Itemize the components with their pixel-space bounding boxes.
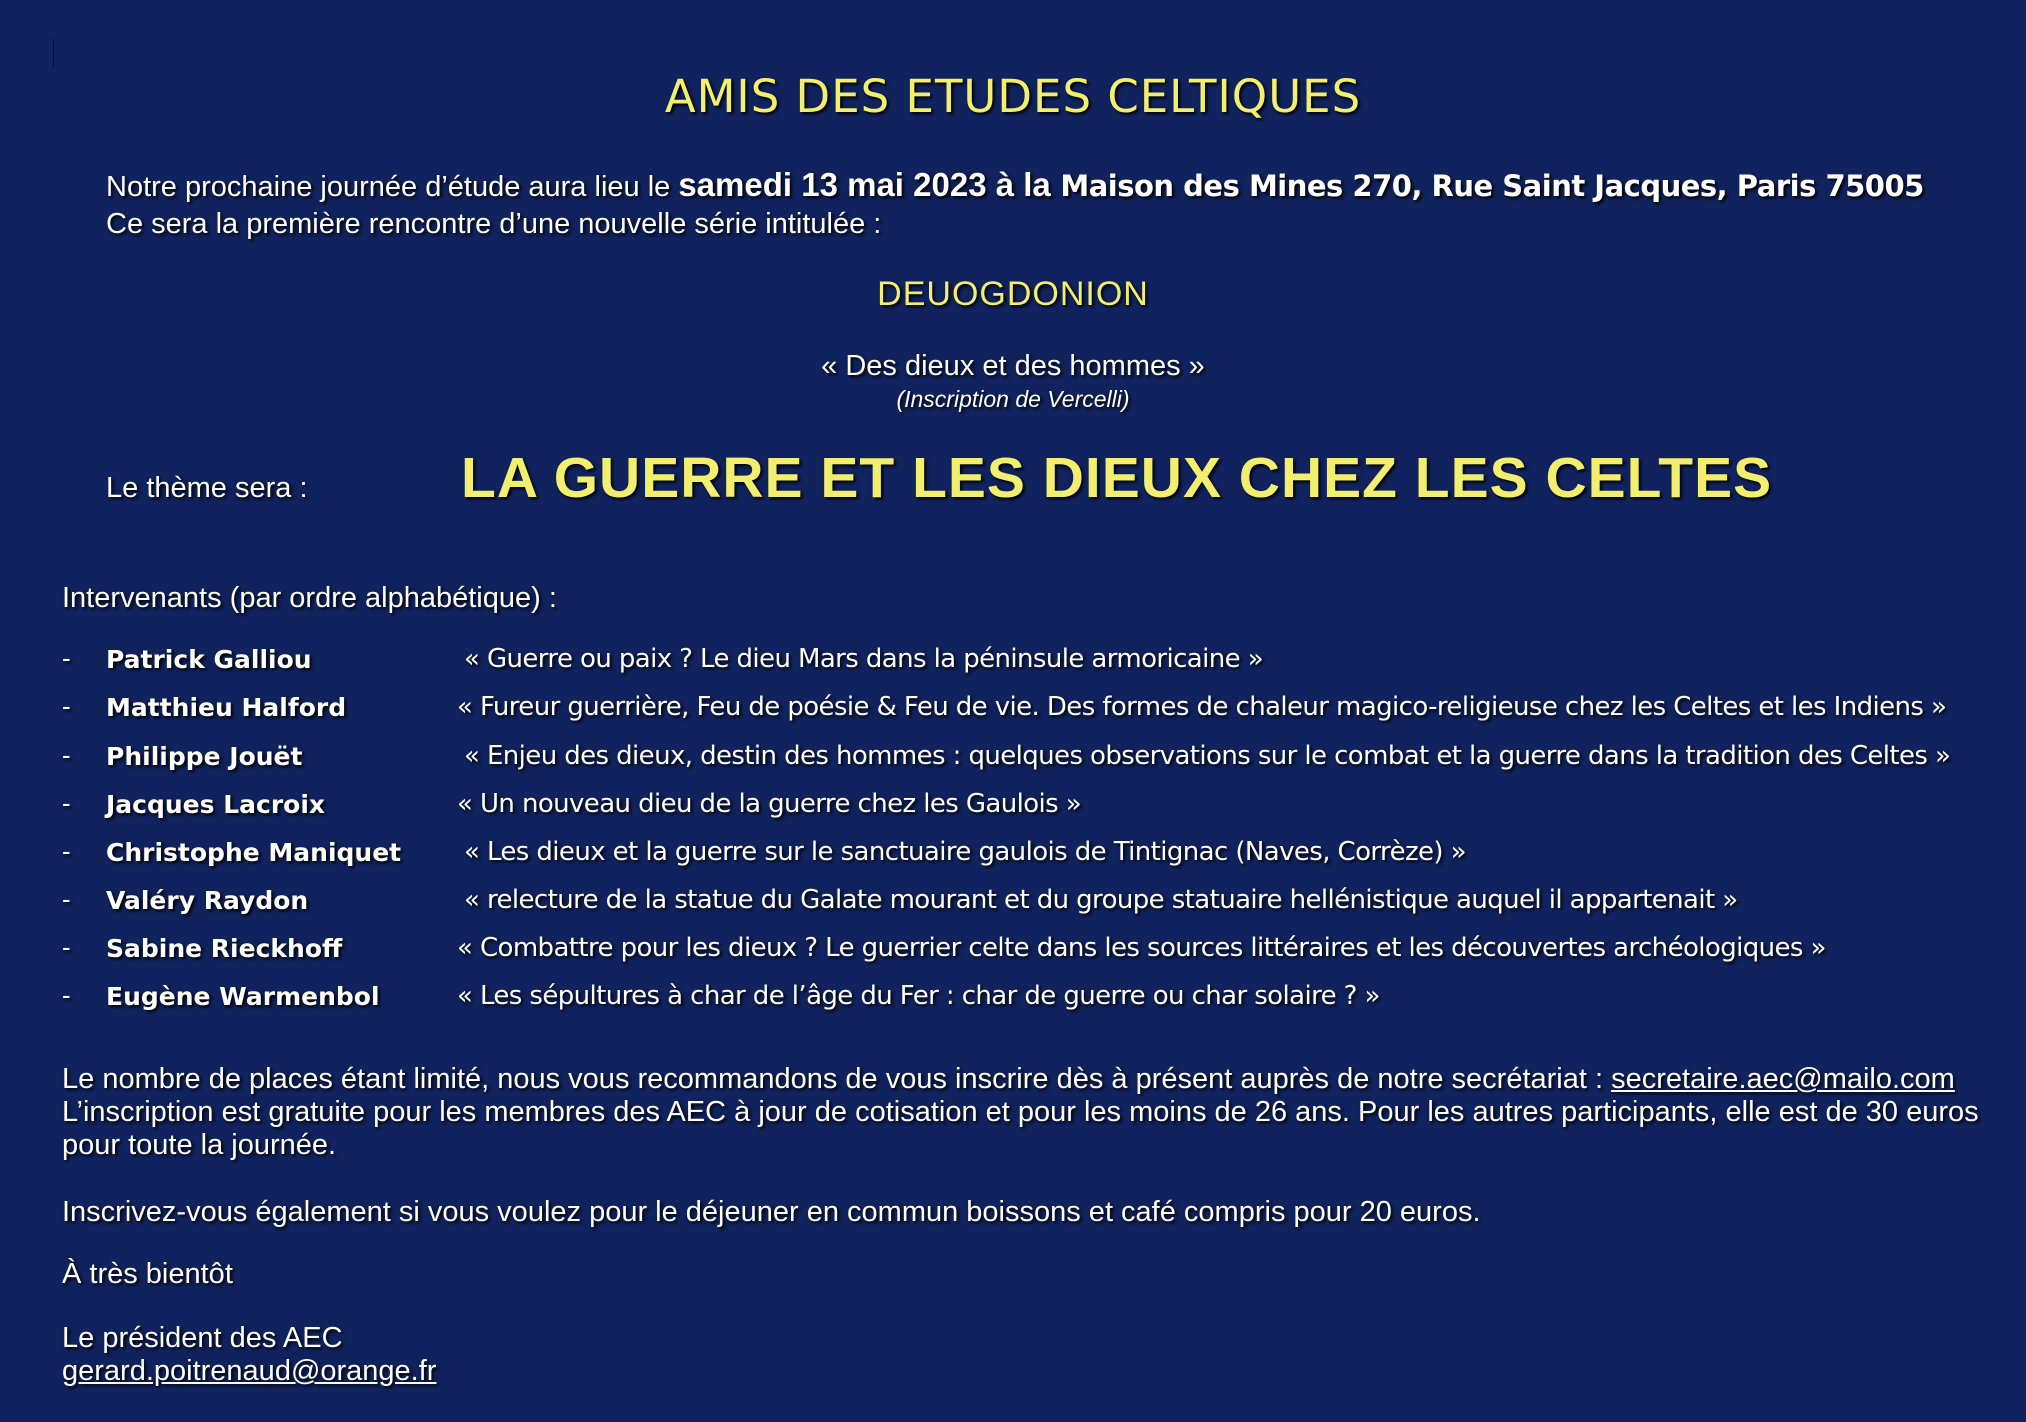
registration-line-2: L’inscription est gratuite pour les membres des AEC à jour de cotisation et pour les moins de 26 ans. Pour les autres participants, elle est de 30 euros xyxy=(62,1096,1979,1128)
speaker-talk: « relecture de la statue du Galate mourant et du groupe statuaire hellénistique auquel il appartenait » xyxy=(464,885,1738,915)
speaker-talk: « Les sépultures à char de l’âge du Fer : char de guerre ou char solaire ? » xyxy=(457,981,1380,1011)
speaker-name: Christophe Maniquet xyxy=(106,838,402,867)
speaker-talk: « Enjeu des dieux, destin des hommes : quelques observations sur le combat et la guerre dans la tradition des Celtes » xyxy=(464,741,1951,771)
list-dash: - xyxy=(62,788,71,818)
registration-line-3: pour toute la journée. xyxy=(62,1129,337,1161)
signature-line: Le président des AEC xyxy=(62,1322,343,1354)
speaker-name: Patrick Galliou xyxy=(106,645,312,674)
intro-line-2: Ce sera la première rencontre d’une nouvelle série intitulée : xyxy=(106,208,882,240)
speaker-talk: « Guerre ou paix ? Le dieu Mars dans la péninsule armoricaine » xyxy=(464,644,1263,674)
speaker-name: Matthieu Halford xyxy=(106,693,347,722)
speakers-heading: Intervenants (par ordre alphabétique) : xyxy=(62,582,557,614)
intro-prefix: Notre prochaine journée d’étude aura lieu le xyxy=(106,171,679,203)
president-email-link[interactable]: gerard.poitrenaud@orange.fr xyxy=(62,1355,437,1387)
speaker-talk: « Combattre pour les dieux ? Le guerrier celte dans les sources littéraires et les découvertes archéologiques » xyxy=(457,933,1826,963)
event-place: Maison des Mines 270, Rue Saint Jacques, Paris 75005 xyxy=(1050,169,1924,203)
intro-line-1 xyxy=(106,166,1924,204)
series-inscription: (Inscription de Vercelli) xyxy=(896,386,1130,412)
list-dash: - xyxy=(62,980,71,1010)
speaker-name: Sabine Rieckhoff xyxy=(106,934,343,963)
page-title: AMIS DES ETUDES CELTIQUES xyxy=(664,70,1362,123)
list-dash: - xyxy=(62,691,71,721)
registration-text: Le nombre de places étant limité, nous vous recommandons de vous inscrire dès à présent auprès de notre secrétariat : xyxy=(62,1063,1612,1095)
speaker-talk: « Un nouveau dieu de la guerre chez les Gaulois » xyxy=(457,789,1082,819)
speaker-talk: « Fureur guerrière, Feu de poésie & Feu de vie. Des formes de chaleur magico-religieuse chez les Celtes et les Indiens » xyxy=(457,692,1947,722)
list-dash: - xyxy=(62,836,71,866)
list-dash: - xyxy=(62,740,71,770)
event-date: samedi 13 mai 2023 à la xyxy=(678,166,1051,203)
secretariat-email-link[interactable]: secretaire.aec@mailo.com xyxy=(1611,1063,1955,1095)
lunch-text: Inscrivez-vous également si vous voulez pour le déjeuner en commun boissons et café compris pour 20 euros. xyxy=(62,1196,1481,1228)
list-dash: - xyxy=(62,643,71,673)
speaker-talk: « Les dieux et la guerre sur le sanctuaire gaulois de Tintignac (Naves, Corrèze) » xyxy=(464,837,1466,867)
list-dash: - xyxy=(62,932,71,962)
theme-label: Le thème sera : xyxy=(106,472,308,504)
list-dash: - xyxy=(62,884,71,914)
registration-line-1 xyxy=(62,1063,1955,1096)
theme-title: LA GUERRE ET LES DIEUX CHEZ LES CELTES xyxy=(461,446,1773,510)
text-cursor xyxy=(53,38,54,68)
speaker-name: Philippe Jouët xyxy=(106,742,303,771)
speaker-name: Eugène Warmenbol xyxy=(106,982,380,1011)
closing-farewell: À très bientôt xyxy=(62,1258,233,1290)
series-subtitle: « Des dieux et des hommes » xyxy=(821,350,1205,382)
series-name: DEUOGDONION xyxy=(877,275,1149,313)
speaker-name: Valéry Raydon xyxy=(106,886,309,915)
speaker-name: Jacques Lacroix xyxy=(106,790,326,819)
